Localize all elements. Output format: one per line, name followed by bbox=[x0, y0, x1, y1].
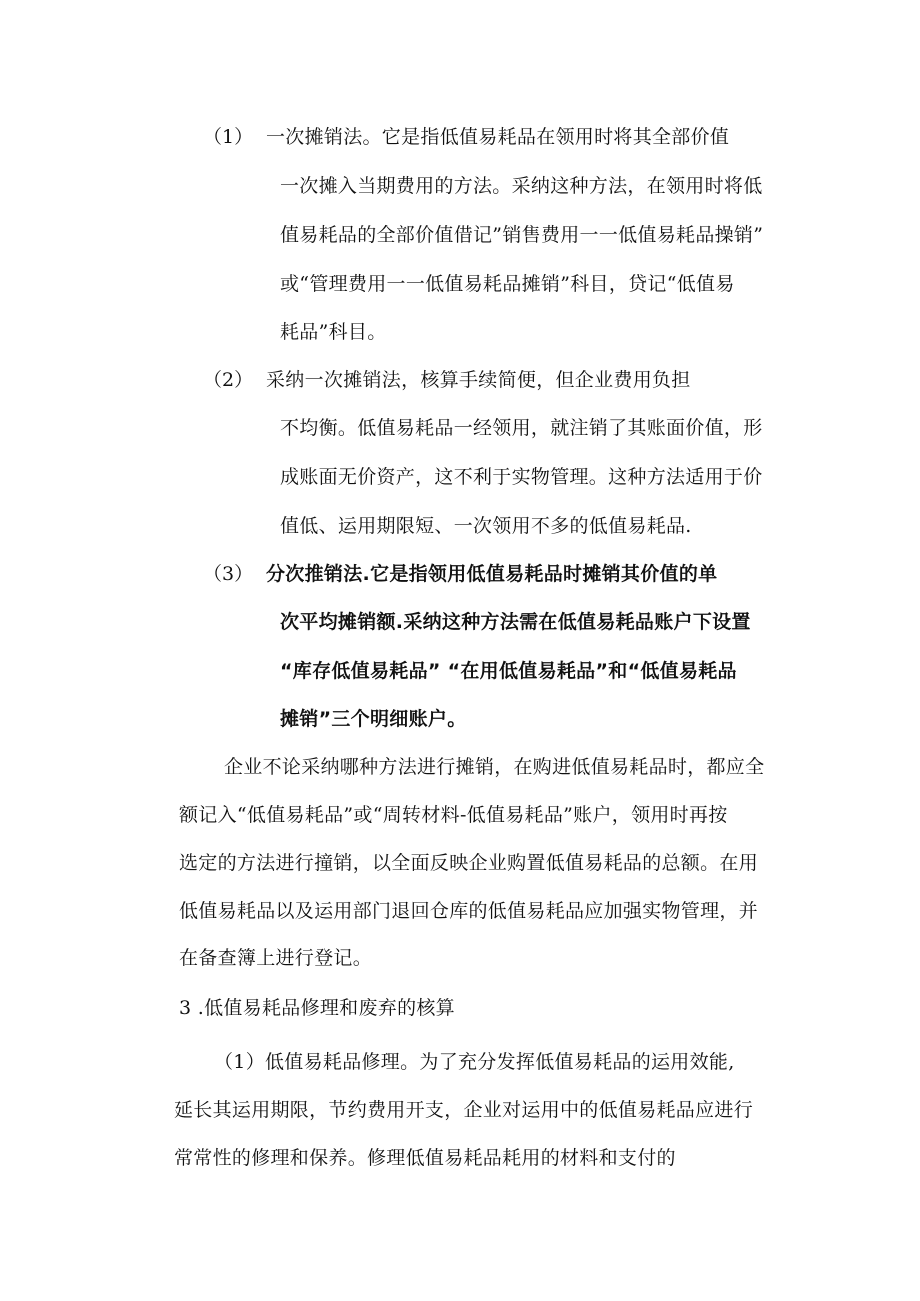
item-1-line-1: 一次摊销法。它是指低值易耗品在领用时将其全部价值 bbox=[266, 126, 730, 148]
item-1-number: （1） bbox=[203, 126, 254, 148]
item-2-line-1: 采纳一次摊销法，核算手续简便，但企业费用负担 bbox=[266, 369, 691, 391]
repair-line-1: （1）低值易耗品修理。为了充分发挥低值易耗品的运用效能, bbox=[214, 1051, 735, 1073]
paragraph-line-2: 额记入“低值易耗品”或“周转材料-低值易耗品”账户，领用时再按 bbox=[179, 804, 728, 826]
paragraph-line-1: 企业不论采纳哪种方法进行摊销，在购进低值易耗品时，都应全 bbox=[224, 756, 765, 778]
repair-line-2: 延长其运用期限，节约费用开支，企业对运用中的低值易耗品应进行 bbox=[174, 1099, 754, 1121]
item-3-number: （3） bbox=[203, 563, 254, 585]
item-1-line-5: 耗品”科目。 bbox=[280, 321, 387, 343]
paragraph-line-3: 选定的方法进行撞销，以全面反映企业购置低值易耗品的总额。在用 bbox=[179, 852, 759, 874]
item-3-line-2: 次平均摊销额.采纳这种方法需在低值易耗品账户下设置 bbox=[280, 611, 751, 633]
item-2-line-4: 值低、运用期限短、一次领用不多的低值易耗品. bbox=[280, 515, 692, 537]
item-3-line-1: 分次推销法.它是指领用低值易耗品时摊销其价值的单 bbox=[266, 563, 718, 585]
item-2-number: （2） bbox=[203, 369, 254, 391]
paragraph-line-5: 在备查簿上进行登记。 bbox=[179, 947, 373, 969]
item-1-line-3: 值易耗品的全部价值借记”销售费用一一低值易耗品操销” bbox=[280, 224, 764, 246]
item-1-line-4: 或“管理费用一一低值易耗品摊销”科目，贷记“低值易 bbox=[280, 273, 735, 295]
paragraph-line-4: 低值易耗品以及运用部门退回仓库的低值易耗品应加强实物管理，并 bbox=[179, 900, 759, 922]
item-3-line-4: 摊销”三个明细账户。 bbox=[280, 708, 467, 730]
item-3-line-3: “库存低值易耗品” “在用低值易耗品”和“低值易耗品 bbox=[280, 660, 737, 682]
item-1-line-2: 一次摊入当期费用的方法。采纳这种方法，在领用时将低 bbox=[280, 175, 763, 197]
repair-line-3: 常常性的修理和保养。修理低值易耗品耗用的材料和支付的 bbox=[174, 1147, 676, 1169]
item-2-line-3: 成账面无价资产，这不利于实物管理。这种方法适用于价 bbox=[280, 466, 763, 488]
section-heading: 3 .低值易耗品修理和废弃的核算 bbox=[179, 997, 455, 1019]
item-2-line-2: 不均衡。低值易耗品一经领用，就注销了其账面价值，形 bbox=[280, 417, 763, 439]
